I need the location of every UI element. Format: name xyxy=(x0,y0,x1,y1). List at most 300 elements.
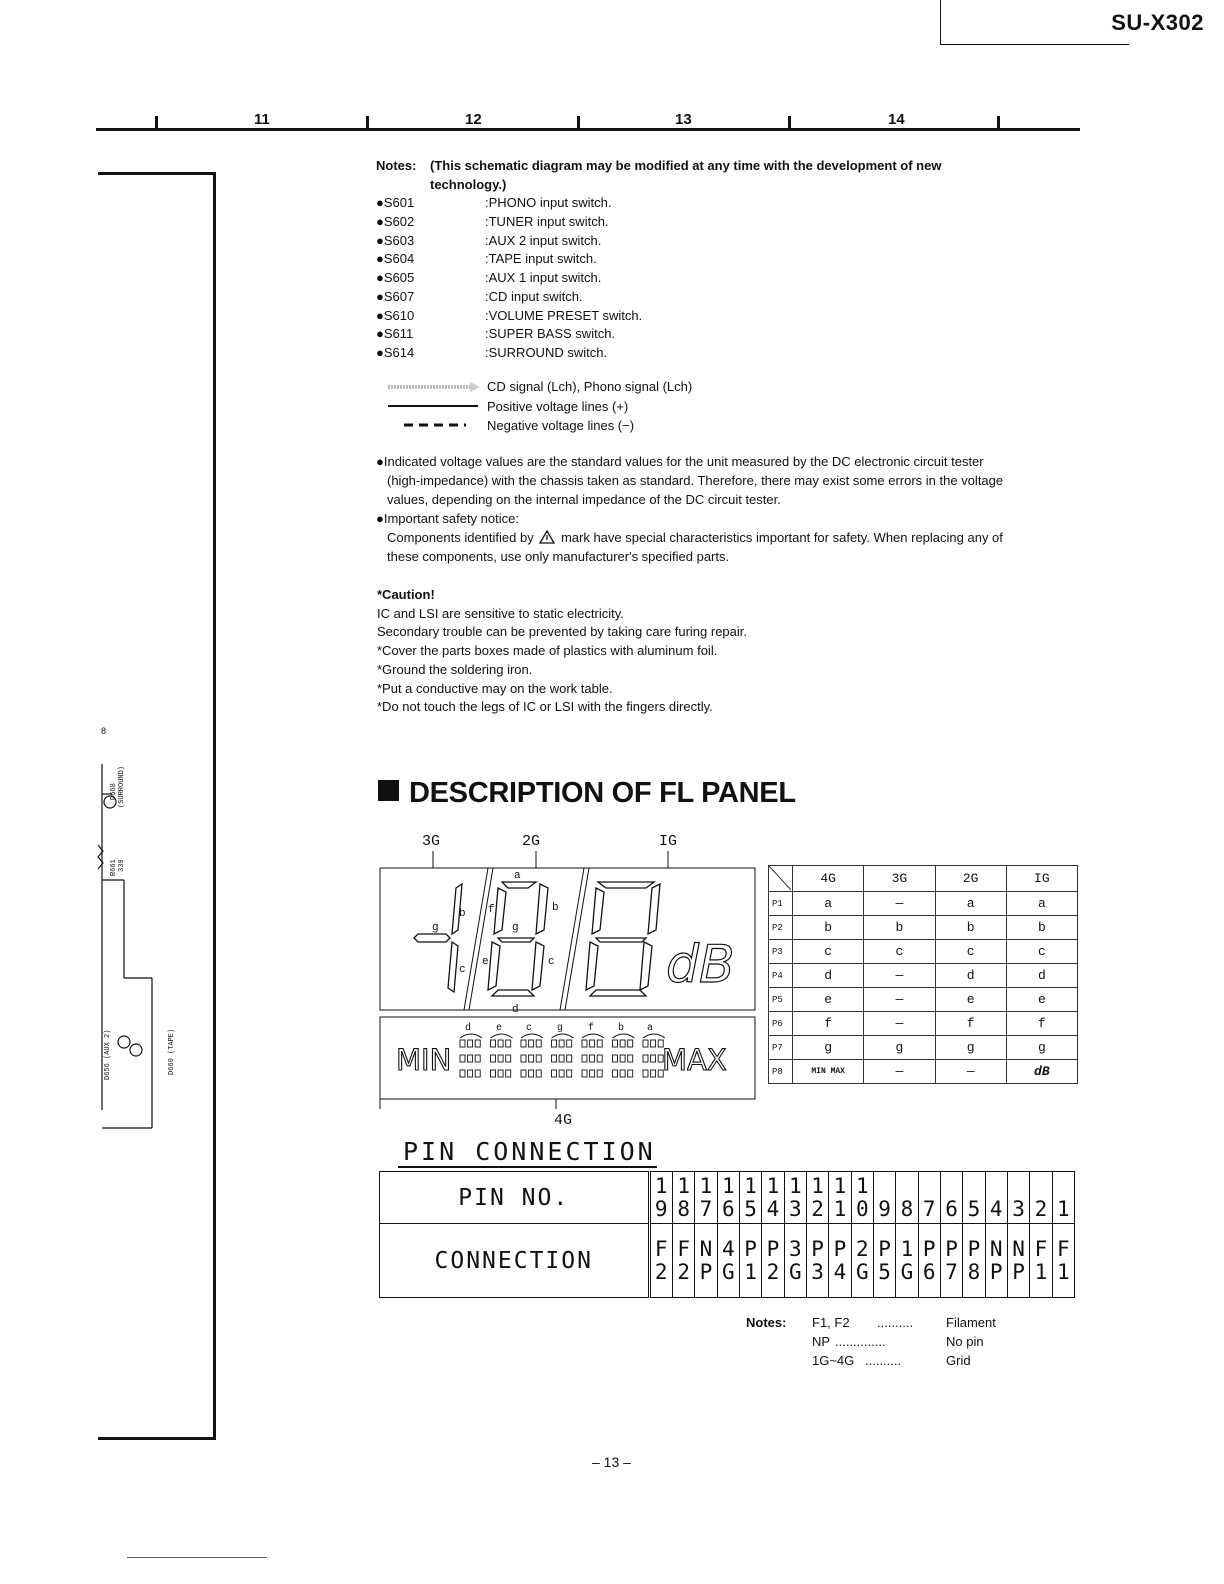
bar-cell xyxy=(552,1055,557,1062)
bar-segment-arc xyxy=(521,1034,543,1038)
pin-number-cell xyxy=(784,1172,806,1224)
pin-number-cell xyxy=(649,1172,672,1224)
connection-cell xyxy=(1007,1224,1029,1298)
bar-cell xyxy=(597,1040,602,1047)
pin-number-tens xyxy=(963,1175,984,1198)
connection-bottom: 1 xyxy=(744,1259,757,1284)
pin-number-units: 6 xyxy=(945,1196,958,1221)
grid-cell: b xyxy=(864,916,935,940)
switch-code: ●S601 xyxy=(376,195,415,210)
segment-label-a: a xyxy=(514,870,521,882)
bar-cell xyxy=(460,1040,465,1047)
bar-cell xyxy=(468,1040,473,1047)
pin-number-tens xyxy=(1008,1175,1029,1198)
voltage-notice: ●Indicated voltage values are the standard values for the unit measured by the DC electronic circuit tester xyxy=(376,454,984,469)
switch-desc: :PHONO input switch. xyxy=(485,195,612,210)
pin-note-value: No pin xyxy=(946,1334,984,1349)
connection-top: 3 xyxy=(788,1236,802,1261)
legend-cd-signal: CD signal (Lch), Phono signal (Lch) xyxy=(487,379,693,394)
bar-cell xyxy=(529,1055,534,1062)
connection-cell xyxy=(940,1224,962,1298)
connection-row xyxy=(380,1224,1075,1298)
grid-cell: c xyxy=(793,940,864,964)
pin-number-units: 1 xyxy=(833,1196,847,1221)
connection-top: 1 xyxy=(900,1236,914,1261)
connection-top: P xyxy=(811,1236,824,1261)
column-ruler xyxy=(96,128,1080,131)
grid-table-corner xyxy=(769,866,793,892)
pin-number-cell xyxy=(717,1172,739,1224)
voltage-notice: (high-impedance) with the chassis taken as standard. Therefore, there may exist some errors in the voltage xyxy=(387,473,1004,488)
pin-note-dots: .............. xyxy=(835,1334,886,1349)
bar-cell xyxy=(468,1055,473,1062)
connection-bottom: G xyxy=(788,1259,802,1284)
voltage-notice: values, depending on the internal impedance of the DC circuit tester. xyxy=(387,492,781,507)
pin-note-key: 1G~4G xyxy=(812,1353,855,1368)
connection-bottom: G xyxy=(721,1259,735,1284)
connection-top: F xyxy=(677,1236,690,1261)
pin-label: P8 xyxy=(769,1060,793,1084)
pin-number-units: 4 xyxy=(989,1196,1003,1221)
column-number: 12 xyxy=(465,111,482,128)
segment-label-g: g xyxy=(512,922,519,934)
switch-code: ●S602 xyxy=(376,214,415,229)
bottom-rule xyxy=(127,1557,267,1558)
bar-cell xyxy=(643,1040,648,1047)
db-indicator: dB xyxy=(666,935,735,995)
connection-bottom: 2 xyxy=(677,1259,690,1284)
bar-segment-label: b xyxy=(618,1023,625,1034)
connection-bottom: 2 xyxy=(766,1259,780,1284)
bar-segment-label: f xyxy=(588,1023,595,1034)
bar-cell xyxy=(475,1040,480,1047)
pin-number-units: 1 xyxy=(1056,1196,1070,1221)
page-number: – 13 – xyxy=(592,1454,631,1470)
segment-label-f: f xyxy=(488,904,495,916)
schematic-label: D660 (TAPE) xyxy=(168,1028,176,1075)
switch-desc: :CD input switch. xyxy=(485,289,583,304)
caution-title: *Caution! xyxy=(377,587,435,602)
bar-cell xyxy=(628,1070,633,1077)
grid-table-row xyxy=(769,1036,1078,1060)
connection-top: P xyxy=(945,1236,958,1261)
schematic-label: 330 xyxy=(118,859,126,872)
connection-top: F xyxy=(1056,1236,1070,1261)
bar-cell xyxy=(475,1055,480,1062)
switch-desc: :VOLUME PRESET switch. xyxy=(485,308,643,323)
bar-cell xyxy=(506,1040,511,1047)
column-number: 14 xyxy=(888,111,905,128)
grid-header-2g: 2G xyxy=(935,866,1006,892)
connection-cell xyxy=(896,1224,918,1298)
switch-desc: :AUX 2 input switch. xyxy=(485,233,602,248)
pin-number-tens: 1 xyxy=(788,1173,802,1198)
connection-bottom: 8 xyxy=(967,1259,981,1284)
connection-top: P xyxy=(744,1236,757,1261)
connection-cell xyxy=(873,1224,895,1298)
bar-cell xyxy=(491,1055,496,1062)
pin-number-cell xyxy=(806,1172,828,1224)
legend-negative: Negative voltage lines (−) xyxy=(487,418,635,433)
pin-number-cell xyxy=(873,1172,895,1224)
pin-number-units: 4 xyxy=(766,1196,780,1221)
segment-label-g: g xyxy=(432,922,439,934)
pin-number-units: 2 xyxy=(1034,1196,1048,1221)
bar-cell xyxy=(460,1070,465,1077)
pin-number-tens xyxy=(1030,1175,1051,1198)
bar-cell xyxy=(552,1040,557,1047)
connection-bottom: 1 xyxy=(1056,1259,1070,1284)
pin-number-cell xyxy=(829,1172,851,1224)
bar-cell xyxy=(613,1040,618,1047)
max-indicator: MAX xyxy=(662,1043,727,1077)
bar-segment-label: e xyxy=(496,1023,503,1034)
column-number: 13 xyxy=(675,111,692,128)
pin-number-units: 5 xyxy=(744,1196,757,1221)
connection-bottom: G xyxy=(855,1259,869,1284)
grid-header-3g: 3G xyxy=(864,866,935,892)
schematic-label: (SURROUND) xyxy=(118,765,126,808)
bar-cell xyxy=(529,1070,534,1077)
grid-cell: c xyxy=(935,940,1006,964)
connection-bottom: 4 xyxy=(833,1259,847,1284)
connection-cell xyxy=(695,1224,717,1298)
safety-text-pre: Components identified by xyxy=(387,530,534,545)
pin-number-cell xyxy=(940,1172,962,1224)
switch-code: ●S610 xyxy=(376,308,415,323)
segment-label-e: e xyxy=(482,956,489,968)
connection-cell xyxy=(649,1224,672,1298)
bar-cell xyxy=(536,1070,541,1077)
notes-title: (This schematic diagram may be modified at any time with the development of new xyxy=(430,158,942,173)
title-underline xyxy=(398,1166,657,1168)
pin-number-tens: 1 xyxy=(744,1173,757,1198)
safety-title: ●Important safety notice: xyxy=(376,511,519,526)
bar-cell xyxy=(590,1055,595,1062)
bar-cell xyxy=(475,1070,480,1077)
connection-top: P xyxy=(922,1236,936,1261)
connection-cell xyxy=(784,1224,806,1298)
pin-label: P6 xyxy=(769,1012,793,1036)
bar-segment-arc xyxy=(460,1034,482,1038)
connection-top: P xyxy=(833,1236,847,1261)
connection-cell xyxy=(829,1224,851,1298)
bar-cell xyxy=(582,1055,587,1062)
bar-cell xyxy=(559,1055,564,1062)
grid-cell: d xyxy=(935,964,1006,988)
connection-cell xyxy=(851,1224,873,1298)
pin-number-cell xyxy=(1007,1172,1029,1224)
connection-cell xyxy=(672,1224,694,1298)
grid-table-header xyxy=(769,866,1078,892)
grid-cell: e xyxy=(935,988,1006,1012)
pin-note-dots: .......... xyxy=(877,1315,914,1330)
bar-cell xyxy=(567,1070,572,1077)
pin-label: P2 xyxy=(769,916,793,940)
grid-cell: — xyxy=(864,1012,935,1036)
legend-positive: Positive voltage lines (+) xyxy=(487,399,629,414)
schematic-label: D668 xyxy=(110,783,118,800)
bar-cell xyxy=(590,1070,595,1077)
grid-cell: f xyxy=(935,1012,1006,1036)
switch-code: ●S607 xyxy=(376,289,415,304)
bar-segment-arc xyxy=(613,1034,635,1038)
connection-top: F xyxy=(1034,1236,1048,1261)
safety-text: these components, use only manufacturer's specified parts. xyxy=(387,549,730,564)
pin-number-cell xyxy=(739,1172,761,1224)
bar-cell xyxy=(597,1070,602,1077)
segment-label-c: c xyxy=(548,956,555,968)
notes-label: Notes: xyxy=(376,158,417,173)
pin-number-tens xyxy=(874,1175,895,1198)
connection-top: P xyxy=(878,1236,891,1261)
grid-cell: g xyxy=(793,1036,864,1060)
segment-label-c: c xyxy=(459,964,466,976)
connection-top: N xyxy=(699,1236,713,1261)
grid-cell: e xyxy=(1006,988,1077,1012)
bar-cell xyxy=(559,1070,564,1077)
pin-number-tens: 1 xyxy=(654,1173,668,1198)
pin-number-cell xyxy=(695,1172,717,1224)
switch-desc: :SUPER BASS switch. xyxy=(485,326,616,341)
pin-note-value: Filament xyxy=(946,1315,996,1330)
bar-cell xyxy=(498,1055,503,1062)
diagonal-line-icon xyxy=(769,866,791,890)
pin-number-units: 5 xyxy=(967,1196,981,1221)
pin-number-tens: 1 xyxy=(721,1173,735,1198)
grid-table-row xyxy=(769,1060,1078,1084)
connection-top: N xyxy=(989,1236,1003,1261)
connection-bottom: 7 xyxy=(945,1259,958,1284)
bar-cell xyxy=(597,1055,602,1062)
connection-top: P xyxy=(766,1236,780,1261)
grid-label-1g: IG xyxy=(659,833,678,850)
pin-number-tens: 1 xyxy=(766,1173,780,1198)
pin-number-tens: 1 xyxy=(677,1173,690,1198)
pin-number-units: 7 xyxy=(699,1196,713,1221)
grid-cell: g xyxy=(864,1036,935,1060)
connection-bottom: P xyxy=(1012,1259,1025,1284)
bar-cell xyxy=(506,1070,511,1077)
grid-cell: e xyxy=(793,988,864,1012)
bar-cell xyxy=(651,1040,656,1047)
grid-cell: c xyxy=(1006,940,1077,964)
pin-number-cell xyxy=(985,1172,1007,1224)
switch-code: ●S604 xyxy=(376,251,415,266)
bar-segment-arc xyxy=(552,1034,574,1038)
pin-number-units: 2 xyxy=(811,1196,824,1221)
section-title-text: DESCRIPTION OF FL PANEL xyxy=(409,777,796,809)
pin-number-units: 9 xyxy=(878,1196,891,1221)
pin-note-value: Grid xyxy=(946,1353,971,1368)
connection-bottom: P xyxy=(989,1259,1003,1284)
pin-label: P1 xyxy=(769,892,793,916)
pin-number-tens xyxy=(1053,1175,1074,1198)
bar-cell xyxy=(567,1040,572,1047)
bar-cell xyxy=(536,1040,541,1047)
bar-cell xyxy=(582,1040,587,1047)
switch-code: ●S605 xyxy=(376,270,415,285)
connection-cell xyxy=(717,1224,739,1298)
bar-cell xyxy=(620,1070,625,1077)
schematic-label: R661 xyxy=(110,859,118,876)
pin-connection-table xyxy=(379,1171,1075,1298)
switch-code: ●S603 xyxy=(376,233,415,248)
grid-table-row xyxy=(769,988,1078,1012)
grid-cell: — xyxy=(864,988,935,1012)
pin-number-units: 3 xyxy=(788,1196,802,1221)
bar-cell xyxy=(651,1070,656,1077)
pin-number-tens: 1 xyxy=(855,1173,869,1198)
bar-segment-label: d xyxy=(465,1023,472,1034)
grid-cell: b xyxy=(793,916,864,940)
grid-cell: f xyxy=(793,1012,864,1036)
connection-bottom: P xyxy=(699,1259,713,1284)
switch-desc: :AUX 1 input switch. xyxy=(485,270,602,285)
grid-cell: d xyxy=(793,964,864,988)
caution-line: *Ground the soldering iron. xyxy=(377,662,533,677)
connection-bottom: 2 xyxy=(654,1259,668,1284)
connection-cell xyxy=(985,1224,1007,1298)
bar-cell xyxy=(460,1055,465,1062)
grid-table-row xyxy=(769,892,1078,916)
pin-number-tens: 1 xyxy=(811,1173,824,1198)
pin-number-units: 8 xyxy=(900,1196,914,1221)
bar-cell xyxy=(552,1070,557,1077)
grid-cell: a xyxy=(935,892,1006,916)
ruler-tick xyxy=(997,116,1000,130)
connection-top: 4 xyxy=(721,1236,735,1261)
section-bullet-icon xyxy=(378,780,399,801)
grid-cell: dB xyxy=(1006,1060,1077,1084)
connection-bottom: 6 xyxy=(922,1259,936,1284)
connection-label: CONNECTION xyxy=(380,1224,650,1298)
model-box xyxy=(940,0,1129,45)
warning-triangle-icon xyxy=(539,530,555,544)
safety-text-post: mark have special characteristics important for safety. When replacing any of xyxy=(560,530,1003,545)
bar-segment-arc xyxy=(491,1034,513,1038)
switch-desc: :TUNER input switch. xyxy=(485,214,609,229)
connection-cell xyxy=(762,1224,784,1298)
pin-number-tens: 1 xyxy=(699,1173,713,1198)
line-legend-symbols xyxy=(386,378,482,434)
grid-label-2g: 2G xyxy=(522,833,541,850)
segment-label-d: d xyxy=(512,1004,519,1016)
grid-cell: — xyxy=(864,964,935,988)
grid-label-4g: 4G xyxy=(554,1112,573,1129)
caution-line: Secondary trouble can be prevented by taking care furing repair. xyxy=(377,624,748,639)
caution-line: *Cover the parts boxes made of plastics with aluminum foil. xyxy=(377,643,718,658)
pin-number-tens xyxy=(896,1175,917,1198)
bar-segment-label: g xyxy=(557,1023,564,1034)
grid-cell: b xyxy=(1006,916,1077,940)
bar-cell xyxy=(498,1070,503,1077)
pin-connection-title: PIN CONNECTION xyxy=(403,1137,656,1166)
pin-number-tens xyxy=(986,1175,1007,1198)
bar-cell xyxy=(620,1055,625,1062)
bar-cell xyxy=(529,1040,534,1047)
connection-cell xyxy=(918,1224,940,1298)
grid-cell: c xyxy=(864,940,935,964)
grid-cell: MIN MAX xyxy=(793,1060,864,1084)
bar-cell xyxy=(613,1055,618,1062)
bar-cell xyxy=(506,1055,511,1062)
pin-label: P7 xyxy=(769,1036,793,1060)
pin-no-label: PIN NO. xyxy=(380,1172,650,1224)
bar-cell xyxy=(590,1040,595,1047)
pin-note-dots: .......... xyxy=(865,1353,902,1368)
grid-cell: — xyxy=(935,1060,1006,1084)
ruler-tick xyxy=(577,116,580,130)
connection-top: 2 xyxy=(855,1236,869,1261)
fl-grid-table xyxy=(768,865,1078,1084)
bar-segment-arc xyxy=(643,1034,665,1038)
grid-header-1g: IG xyxy=(1006,866,1077,892)
pin-number-cell xyxy=(1052,1172,1074,1224)
connection-bottom: G xyxy=(900,1259,914,1284)
schematic-label: 8 xyxy=(101,726,107,736)
pin-number-cell xyxy=(918,1172,940,1224)
caution-line: IC and LSI are sensitive to static electricity. xyxy=(377,606,624,621)
pin-number-units: 9 xyxy=(654,1196,668,1221)
grid-cell: a xyxy=(1006,892,1077,916)
pin-number-tens xyxy=(941,1175,962,1198)
caution-line: *Put a conductive may on the work table. xyxy=(377,681,613,696)
ruler-tick xyxy=(366,116,369,130)
pin-number-cell xyxy=(963,1172,985,1224)
bar-cell xyxy=(582,1070,587,1077)
bar-cell xyxy=(643,1055,648,1062)
bar-cell xyxy=(628,1055,633,1062)
pin-note-key: F1, F2 xyxy=(812,1315,850,1330)
schematic-label: D656 (AUX 2) xyxy=(104,1029,112,1080)
connection-bottom: 3 xyxy=(811,1259,824,1284)
switch-desc: :SURROUND switch. xyxy=(485,345,608,360)
connection-cell xyxy=(1030,1224,1052,1298)
grid-label-3g: 3G xyxy=(422,833,441,850)
grid-header-4g: 4G xyxy=(793,866,864,892)
pin-number-cell xyxy=(1030,1172,1052,1224)
pin-label: P4 xyxy=(769,964,793,988)
grid-cell: f xyxy=(1006,1012,1077,1036)
bar-cell xyxy=(536,1055,541,1062)
pin-number-cell xyxy=(672,1172,694,1224)
grid-cell: g xyxy=(935,1036,1006,1060)
connection-top: F xyxy=(654,1236,668,1261)
pin-number-tens xyxy=(919,1175,940,1198)
bar-cell xyxy=(521,1070,526,1077)
bar-cell xyxy=(521,1055,526,1062)
grid-table-row xyxy=(769,940,1078,964)
grid-cell: d xyxy=(1006,964,1077,988)
pin-number-row xyxy=(380,1172,1075,1224)
bar-cell xyxy=(651,1055,656,1062)
connection-top: P xyxy=(967,1236,981,1261)
pin-label: P3 xyxy=(769,940,793,964)
bar-cell xyxy=(620,1040,625,1047)
column-number: 11 xyxy=(254,111,270,128)
bar-cell xyxy=(491,1070,496,1077)
connection-cell xyxy=(806,1224,828,1298)
fl-panel-drawing xyxy=(376,826,760,1130)
caution-line: *Do not touch the legs of IC or LSI with the fingers directly. xyxy=(377,699,713,714)
notes-title: technology.) xyxy=(430,177,507,192)
bar-cell xyxy=(521,1040,526,1047)
bar-cell xyxy=(491,1040,496,1047)
bar-cell xyxy=(643,1070,648,1077)
connection-top: N xyxy=(1012,1236,1025,1261)
pin-number-units: 0 xyxy=(855,1196,869,1221)
